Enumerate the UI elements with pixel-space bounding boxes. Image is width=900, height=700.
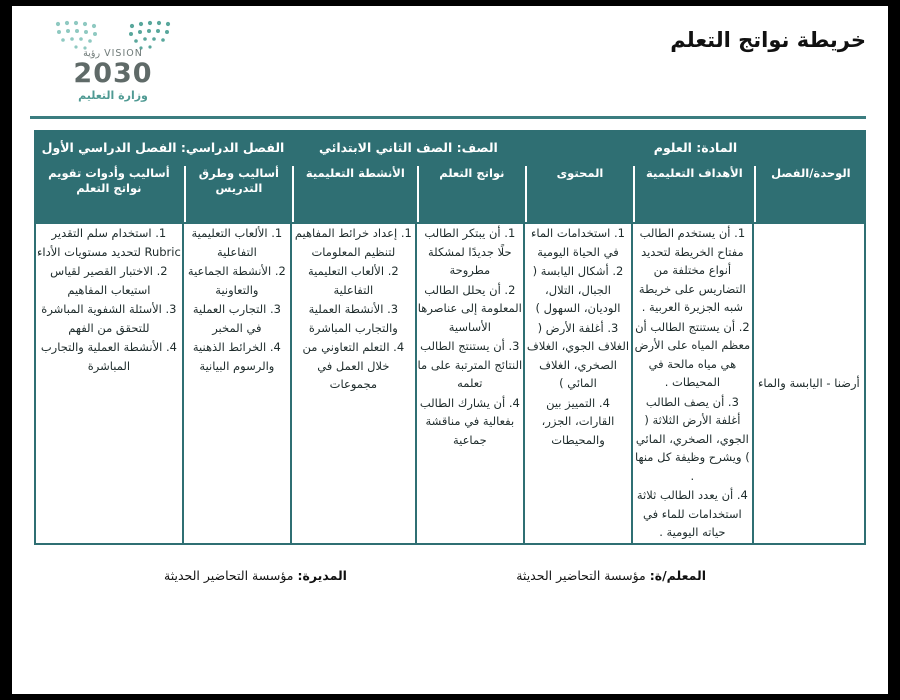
cell-content: [525, 222, 633, 545]
list-item: 3. أن يستنتج الطالب النتائج المترتبة على ما تعلمه: [417, 339, 523, 390]
cell-objectives: [633, 222, 754, 545]
column-header-activities: الأنشطة التعليمية: [292, 166, 417, 222]
column-header-row: [34, 166, 866, 222]
list-item: 1. الألعاب التعليمية التفاعلية: [191, 226, 283, 259]
cell-assessment: [34, 222, 184, 545]
list-item: 1. أن يستخدم الطالب مفتاح الخريطة لتحديد أنواع مختلفة من التضاريس على خريطة شبه الجزيرة العربية .: [638, 226, 746, 314]
list-item: 2. أن يستنتج الطالب أن معظم المياه على الأرض هي مياه مالحة في المحيطات .: [634, 319, 751, 389]
meta-grade: الصف: الصف الثاني الابتدائي: [292, 130, 525, 166]
column-header-objectives: الأهداف التعليمية: [633, 166, 754, 222]
header-divider: [30, 116, 866, 119]
list-item: 1. استخدام سلم التقدير Rubric لتحديد مستويات الأداء: [37, 226, 181, 259]
list-item: 3. أغلفة الأرض ( الغلاف الجوي، الغلاف الصخري، الغلاف المائي ): [526, 320, 630, 390]
list-item: 4. التعلم التعاوني من خلال العمل في مجموعات: [302, 340, 405, 391]
cell-unit: أرضنا - اليابسة والماء: [754, 222, 866, 545]
principal-label: المديرة:: [297, 568, 347, 583]
list-item: 1. إعداد خرائط المفاهيم لتنظيم المعلومات: [294, 226, 412, 259]
document-footer: [34, 568, 866, 598]
list-item: 3. الأنشطة العملية والتجارب المباشرة: [308, 302, 399, 335]
table-row: [34, 222, 866, 545]
list-item: 3. الأسئلة الشفوية المباشرة للتحقق من الفهم: [41, 302, 177, 335]
list-item: 4. الأنشطة العملية والتجارب المباشرة: [40, 340, 177, 373]
teacher-value: مؤسسة التحاضير الحديثة: [516, 568, 646, 583]
logo-vision-arabic: رؤية: [83, 48, 101, 59]
objectives-list: [633, 224, 752, 542]
list-item: 4. الخرائط الذهنية والرسوم البيانية: [192, 340, 281, 373]
learning-outcomes-table: [34, 130, 866, 545]
vision-2030-logo: [38, 18, 188, 104]
cell-activities: [292, 222, 417, 545]
learning-outcomes-table-wrapper: [34, 130, 866, 545]
column-header-unit: الوحدة/الفصل: [754, 166, 866, 222]
logo-ministry-label: وزارة التعليم: [78, 89, 148, 102]
list-item: 1. أن يبتكر الطالب حلًا جديدًا لمشكلة مطروحة: [424, 226, 516, 277]
list-item: 2. الاختبار القصير لقياس استيعاب المفاهيم: [50, 264, 168, 297]
page-title: خريطة نواتج التعلم: [670, 28, 866, 52]
meta-semester: الفصل الدراسي: الفصل الدراسي الأول: [34, 130, 292, 166]
column-header-assessment: أساليب وأدوات تقويم نواتج التعلم: [34, 166, 184, 222]
column-header-content: المحتوى: [525, 166, 633, 222]
cell-methods: [184, 222, 292, 545]
column-header-methods: أساليب وطرق التدريس: [184, 166, 292, 222]
logo-year: 2030: [73, 58, 153, 89]
list-item: 3. أن يصف الطالب أغلفة الأرض الثلاثة ( الجوي، الصخري، المائي ) ويشرح وظيفة كل منها .: [635, 394, 750, 483]
teacher-label: المعلم/ة:: [649, 568, 706, 583]
meta-subject: المادة: العلوم: [525, 130, 866, 166]
principal-value: مؤسسة التحاضير الحديثة: [164, 568, 294, 583]
list-item: 3. التجارب العملية في المخبر: [192, 302, 281, 335]
methods-list: [184, 224, 290, 375]
document-page: [12, 6, 888, 694]
list-item: 2. الألعاب التعليمية التفاعلية: [307, 264, 399, 297]
list-item: 4. التمييز بين القارات، الجزر، والمحيطات: [541, 395, 615, 447]
list-item: 4. أن يشارك الطالب بفعالية في مناقشة جماعية: [419, 395, 520, 447]
assessment-list: [36, 224, 182, 375]
list-item: 4. أن يعدد الطالب ثلاثة استخدامات للماء في حياته اليومية .: [636, 488, 748, 539]
activities-list: [292, 224, 415, 394]
logo-vision-latin: VISION: [104, 48, 143, 59]
list-item: 2. الأنشطة الجماعية والتعاونية: [187, 264, 286, 297]
outcomes-list: [417, 224, 523, 449]
teacher-signature: [516, 568, 706, 583]
list-item: 1. استخدامات الماء في الحياة اليومية: [530, 226, 625, 259]
column-header-outcomes: نواتج التعلم: [417, 166, 525, 222]
cell-outcomes: [417, 222, 525, 545]
list-item: 2. أشكال اليابسة ( الجبال، التلال، الوديان، السهول ): [532, 264, 624, 315]
document-header: [12, 6, 888, 110]
content-list: [525, 224, 631, 449]
principal-signature: [164, 568, 347, 583]
meta-header-row: [34, 130, 866, 166]
list-item: 2. أن يحلل الطالب المعلومة إلى عناصرها الأساسية: [417, 282, 522, 334]
